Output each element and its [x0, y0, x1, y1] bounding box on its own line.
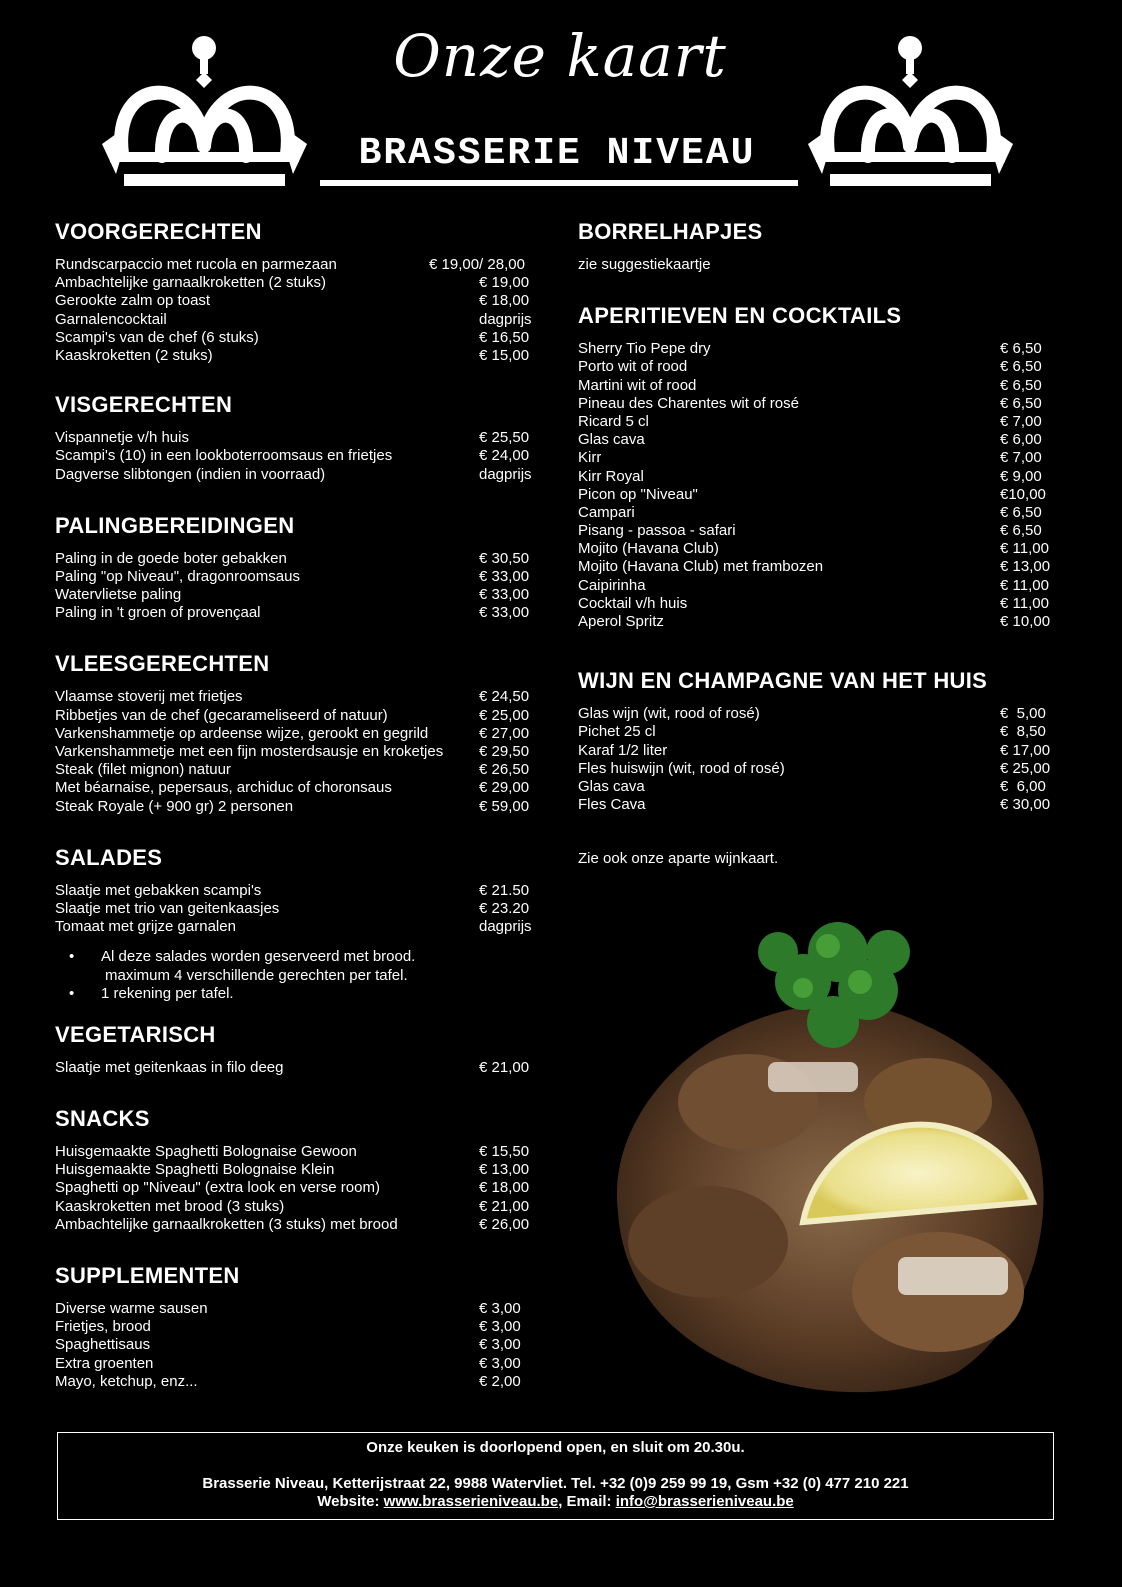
menu-item-price: € 3,00 [479, 1300, 521, 1318]
menu-item [55, 1216, 535, 1234]
menu-item-price: € 24,00 [479, 447, 530, 465]
menu-item-price: € 27,00 [479, 724, 530, 742]
section-title: WIJN EN CHAMPAGNE VAN HET HUIS [578, 668, 988, 694]
menu-item-name: Gerookte zalm op toast [55, 292, 211, 310]
menu-item-name: Diverse warme sausen [55, 1300, 208, 1318]
menu-item-price: € 7,00 [1000, 412, 1042, 430]
menu-item [55, 447, 535, 465]
menu-item [55, 586, 535, 604]
email-label: , Email: [558, 1493, 616, 1510]
menu-item-name: Fles huiswijn (wit, rood of rosé) [578, 759, 785, 777]
item-list [55, 882, 535, 937]
menu-item-price: € 25,50 [479, 429, 530, 447]
note-subtext: maximum 4 verschillende gerechten per tafel. [105, 966, 408, 984]
section-title: APERITIEVEN EN COCKTAILS [578, 303, 902, 329]
right-column [578, 212, 1056, 869]
menu-item-price: € 3,00 [479, 1336, 521, 1354]
menu-item [55, 688, 535, 706]
menu-item [55, 798, 535, 816]
section-salades [55, 838, 535, 1003]
section-voorgerechten [55, 212, 535, 365]
menu-item-price: € 17,00 [1000, 741, 1051, 759]
menu-item [55, 568, 535, 586]
menu-item [578, 358, 1056, 376]
menu-item [578, 796, 1056, 814]
item-list [55, 550, 535, 623]
menu-item-name: Pineau des Charentes wit of rosé [578, 394, 799, 412]
email-link[interactable]: info@brasserieniveau.be [615, 1493, 794, 1510]
item-list [55, 1300, 535, 1391]
menu-item [578, 723, 1056, 741]
section-vleesgerechten [55, 644, 535, 815]
menu-item-name: Scampi's van de chef (6 stuks) [55, 328, 259, 346]
menu-item-price: € 26,50 [479, 761, 530, 779]
menu-item [55, 725, 535, 743]
menu-item-name: Tomaat met grijze garnalen [55, 918, 236, 936]
menu-item-price: € 16,50 [479, 328, 530, 346]
section-title: VEGETARISCH [55, 1021, 216, 1047]
menu-item-price: € 19,00/ 28,00 [429, 256, 525, 273]
menu-item [55, 466, 535, 484]
menu-item-name: Varkenshammetje met een fijn mosterdsausje en kroketjes [55, 743, 444, 760]
menu-item-price: € 13,00 [479, 1161, 530, 1179]
menu-item-price: € 5,00 [1000, 705, 1046, 723]
wijn-note: Zie ook onze aparte wijnkaart. [578, 850, 779, 868]
menu-item [55, 1318, 535, 1336]
menu-item [55, 1355, 535, 1373]
menu-item-name: Campari [578, 503, 635, 521]
menu-item-price: € 6,00 [1000, 431, 1042, 449]
menu-item [578, 742, 1056, 760]
menu-item [578, 558, 1056, 576]
menu-item [55, 1143, 535, 1161]
menu-item-price: € 3,00 [479, 1354, 521, 1372]
menu-item-name: Watervlietse paling [55, 586, 182, 604]
menu-item [578, 395, 1056, 413]
note-bullet [55, 948, 535, 984]
menu-item [578, 431, 1056, 449]
menu-item-price: € 59,00 [479, 797, 530, 815]
menu-item-price: € 33,00 [479, 586, 530, 604]
contact-web [58, 1493, 1053, 1511]
menu-item [55, 707, 535, 725]
section-title: BORRELHAPJES [578, 219, 763, 244]
menu-item-name: Spaghettisaus [55, 1336, 151, 1354]
menu-item-price: € 13,00 [1000, 558, 1051, 576]
menu-item-price: € 21.50 [479, 881, 530, 899]
section-title: SNACKS [55, 1106, 150, 1132]
menu-item [578, 449, 1056, 467]
menu-item-price: € 8,50 [1000, 723, 1046, 741]
menu-item-name: Sherry Tio Pepe dry [578, 340, 711, 358]
section-aperitieven [578, 296, 1056, 631]
menu-item-name: Kirr Royal [578, 467, 644, 485]
menu-item-name: Pisang - passoa - safari [578, 522, 736, 540]
menu-item-name: Steak Royale (+ 900 gr) 2 personen [55, 797, 294, 815]
menu-item [55, 1059, 535, 1077]
menu-item [55, 429, 535, 447]
crown-logo-left [102, 34, 307, 192]
note-text: Al deze salades worden geserveerd met brood. [101, 948, 416, 966]
menu-item-name: Ambachtelijke garnaalkroketten (2 stuks) [55, 274, 326, 292]
salad-notes [55, 948, 535, 1003]
menu-item-name: Mayo, ketchup, enz... [55, 1372, 198, 1390]
menu-item-price: € 6,50 [1000, 503, 1042, 521]
menu-item [55, 550, 535, 568]
menu-item-price: € 15,50 [479, 1143, 530, 1161]
menu-item-name: Karaf 1/2 liter [578, 741, 668, 759]
menu-item-price: € 3,00 [479, 1318, 521, 1336]
menu-item-price: € 30,50 [479, 549, 530, 567]
borrel-note: zie suggestiekaartje [578, 256, 711, 273]
menu-item-name: Glas wijn (wit, rood of rosé) [578, 705, 760, 723]
menu-item-name: Paling in 't groen of provençaal [55, 604, 261, 622]
menu-item-name: Met béarnaise, pepersaus, archiduc of choronsaus [55, 779, 392, 797]
menu-item [578, 522, 1056, 540]
menu-item-name: Mojito (Havana Club) met frambozen [578, 558, 824, 576]
menu-item-name: Ricard 5 cl [578, 412, 649, 430]
menu-item [55, 743, 535, 761]
footer-info-box [57, 1432, 1054, 1520]
note-bullet [55, 985, 535, 1003]
menu-item-name: Caipirinha [578, 576, 646, 594]
menu-item-name: Fles Cava [578, 796, 646, 814]
menu-item [55, 292, 535, 310]
menu-item [578, 540, 1056, 558]
menu-item-price: € 6,50 [1000, 376, 1042, 394]
contact-address: Brasserie Niveau, Ketterijstraat 22, 9988 Watervliet. Tel. +32 (0)9 259 99 19, Gsm +32 (0) 477 210 221 [202, 1475, 909, 1492]
opening-hours-bold: Onze keuken is doorlopend open [366, 1439, 603, 1456]
menu-item [578, 577, 1056, 595]
menu-item-price: €10,00 [1000, 485, 1046, 503]
menu-item-name: Kirr [578, 449, 602, 467]
menu-item-price: dagprijs [479, 465, 532, 483]
menu-item-name: Garnalencocktail [55, 310, 167, 328]
menu-item-name: Paling in de goede boter gebakken [55, 549, 287, 567]
crown-logo-right [808, 34, 1013, 192]
menu-item-price: dagprijs [479, 310, 532, 328]
section-title: VISGERECHTEN [55, 392, 233, 418]
item-list [55, 688, 535, 815]
menu-item [55, 900, 535, 918]
section-vegetarisch [55, 1015, 535, 1077]
opening-hours [58, 1439, 1053, 1457]
menu-item-price: € 15,00 [479, 346, 530, 364]
menu-item [578, 413, 1056, 431]
menu-item [55, 347, 535, 365]
menu-item-price: € 18,00 [479, 292, 530, 310]
menu-item [578, 486, 1056, 504]
menu-item-price: € 26,00 [479, 1215, 530, 1233]
section-snacks [55, 1099, 535, 1234]
menu-item-name: Pichet 25 cl [578, 723, 656, 741]
menu-item-name: Frietjes, brood [55, 1318, 151, 1336]
menu-item-price: € 25,00 [479, 706, 530, 724]
menu-item-name: Slaatje met gebakken scampi's [55, 881, 262, 899]
script-title: Onze kaart [393, 22, 727, 90]
menu-item-name: Vispannetje v/h huis [55, 429, 189, 447]
menu-item-price: € 29,50 [479, 743, 530, 760]
food-photo [598, 912, 1058, 1402]
menu-item-name: Steak (filet mignon) natuur [55, 761, 231, 779]
menu-item-price: € 23.20 [479, 899, 530, 917]
menu-item-price: € 24,50 [479, 688, 530, 706]
menu-item [55, 1336, 535, 1354]
menu-item [578, 340, 1056, 358]
section-wijn [578, 661, 1056, 868]
menu-item-price: dagprijs [479, 918, 532, 936]
menu-item-name: Slaatje met geitenkaas in filo deeg [55, 1058, 284, 1076]
menu-item-name: Glas cava [578, 431, 645, 449]
menu-item [55, 274, 535, 292]
menu-item [55, 1300, 535, 1318]
menu-item-name: Aperol Spritz [578, 613, 664, 631]
section-title: SUPPLEMENTEN [55, 1263, 240, 1289]
menu-item-name: Spaghetti op "Niveau" (extra look en verse room) [55, 1179, 380, 1197]
menu-item-name: Mojito (Havana Club) [578, 540, 719, 558]
menu-item [55, 779, 535, 797]
menu-item-name: Scampi's (10) in een lookboterroomsaus en frietjes [55, 447, 393, 465]
menu-item-name: Extra groenten [55, 1354, 154, 1372]
item-list [55, 1059, 535, 1077]
section-supplementen [55, 1256, 535, 1391]
section-title: VOORGERECHTEN [55, 219, 262, 244]
menu-item-name: Vlaamse stoverij met frietjes [55, 688, 243, 706]
menu-item [578, 613, 1056, 631]
menu-item [578, 504, 1056, 522]
section-title: PALINGBEREIDINGEN [55, 512, 295, 538]
menu-item-price: € 21,00 [479, 1058, 530, 1076]
menu-item [55, 1373, 535, 1391]
menu-item-name: Ribbetjes van de chef (gecarameliseerd of natuur) [55, 706, 388, 724]
aperitief-list [578, 340, 1056, 631]
menu-item-name: Varkenshammetje op ardeense wijze, gerookt en gegrild [55, 724, 429, 742]
menu-item-price: € 6,50 [1000, 358, 1042, 376]
menu-item-name: Rundscarpaccio met rucola en parmezaan [55, 256, 337, 273]
menu-item [55, 1161, 535, 1179]
menu-item-name: Huisgemaakte Spaghetti Bolognaise Gewoon [55, 1143, 357, 1161]
menu-item-name: Slaatje met trio van geitenkaasjes [55, 899, 280, 917]
item-list [55, 256, 535, 365]
menu-item-name: Ambachtelijke garnaalkroketten (3 stuks) met brood [55, 1215, 398, 1233]
menu-item-price: € 7,00 [1000, 449, 1042, 467]
menu-item [55, 1198, 535, 1216]
menu-item [578, 468, 1056, 486]
menu-item-name: Huisgemaakte Spaghetti Bolognaise Klein [55, 1161, 335, 1179]
menu-item-price: € 2,00 [479, 1372, 521, 1390]
section-borrelhapjes [578, 212, 1056, 274]
menu-item [55, 761, 535, 779]
menu-item-price: € 6,50 [1000, 340, 1042, 358]
menu-item [55, 604, 535, 622]
menu-item-price: € 10,00 [1000, 613, 1051, 631]
menu-item-price: € 18,00 [479, 1179, 530, 1197]
menu-item-name: Cocktail v/h huis [578, 594, 688, 612]
section-title: VLEESGERECHTEN [55, 651, 270, 677]
menu-item-price: € 11,00 [1000, 540, 1049, 558]
website-link[interactable]: www.brasserieniveau.be [383, 1493, 559, 1510]
brand-name: BRASSERIE NIVEAU [358, 132, 756, 175]
left-sections [55, 212, 535, 1391]
menu-item-name: Kaaskroketten met brood (3 stuks) [55, 1197, 285, 1215]
menu-item [578, 377, 1056, 395]
menu-item [578, 778, 1056, 796]
menu-item-price: € 19,00 [479, 274, 530, 292]
section-visgerechten [55, 385, 535, 484]
section-palingbereidingen [55, 506, 535, 623]
menu-item-name: Paling "op Niveau", dragonroomsaus [55, 567, 300, 585]
menu-item-name: Martini wit of rood [578, 376, 697, 394]
bullet-dot: • [69, 948, 75, 966]
menu-item [578, 705, 1056, 723]
menu-header [0, 0, 1122, 200]
opening-hours-rest: , en sluit om 20.30u. [602, 1439, 745, 1456]
wijn-list [578, 705, 1056, 814]
item-list [55, 1143, 535, 1234]
menu-item [55, 1179, 535, 1197]
menu-item-name: Dagverse slibtongen (indien in voorraad) [55, 465, 326, 483]
menu-item-price: € 11,00 [1000, 576, 1049, 594]
menu-item [55, 918, 535, 936]
menu-item-name: Picon op "Niveau" [578, 485, 698, 503]
menu-item-price: € 33,00 [479, 604, 530, 622]
menu-item [578, 760, 1056, 778]
menu-item [55, 311, 535, 329]
menu-item-price: € 21,00 [479, 1197, 530, 1215]
bullet-dot: • [69, 984, 75, 1002]
menu-item-name: Porto wit of rood [578, 358, 688, 376]
brand-underline [320, 180, 798, 186]
menu-item [578, 595, 1056, 613]
menu-item-name: Glas cava [578, 777, 645, 795]
menu-item-price: € 30,00 [1000, 796, 1051, 814]
website-label: Website: [317, 1493, 384, 1510]
menu-item [55, 256, 535, 274]
section-title: SALADES [55, 844, 163, 870]
item-list [55, 429, 535, 484]
menu-item-price: € 29,00 [479, 779, 530, 797]
menu-item-price: € 6,00 [1000, 777, 1046, 795]
menu-item-price: € 11,00 [1000, 594, 1049, 612]
menu-item-price: € 25,00 [1000, 759, 1051, 777]
menu-item-name: Kaaskroketten (2 stuks) [55, 346, 213, 364]
menu-item-price: € 9,00 [1000, 467, 1042, 485]
menu-item [55, 882, 535, 900]
note-text: 1 rekening per tafel. [101, 984, 234, 1002]
menu-item-price: € 33,00 [479, 567, 530, 585]
menu-item [55, 329, 535, 347]
menu-item-price: € 6,50 [1000, 522, 1042, 540]
menu-item-price: € 6,50 [1000, 394, 1042, 412]
left-column [55, 212, 535, 1391]
